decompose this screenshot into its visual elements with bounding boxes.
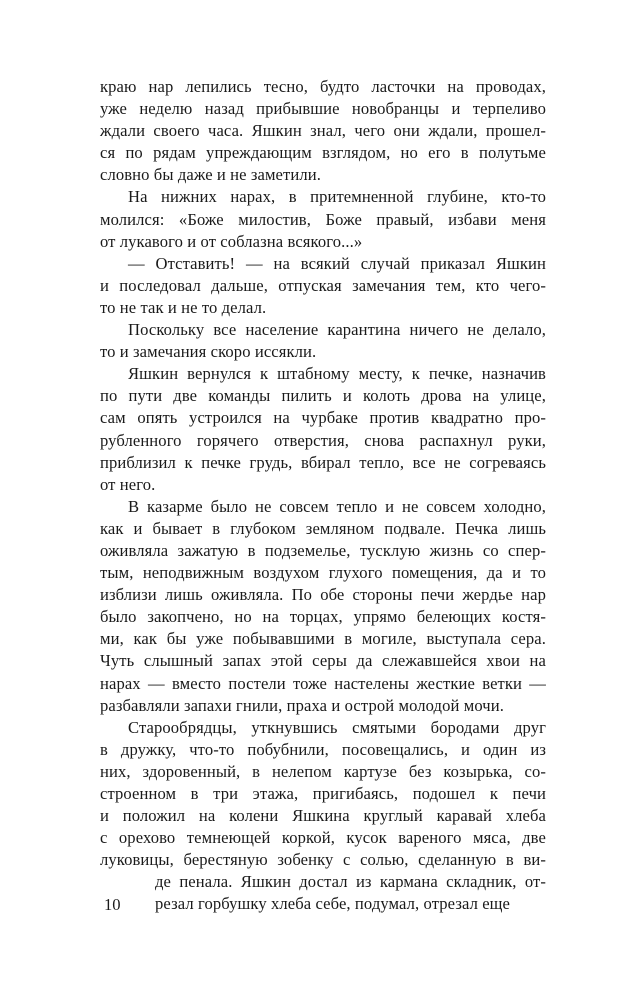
text-line: оживляла зажатую в подземелье, тусклую жизнь со спер- [100,540,546,560]
text-line: резал горбушку хлеба себе, подумал, отрезал еще [155,894,511,914]
paragraph [100,496,546,717]
text-line: по пути две команды пилить и колоть дрова на улице, [100,386,546,406]
text-line: в дружку, что-то побубнили, посовещались, и один из [100,739,546,759]
text-line: приблизил к печке грудь, вбирал тепло, все не согреваясь [100,452,546,472]
text-line: от него. [100,474,156,494]
text-line: В казарме было не совсем тепло и не совсем холодно, [128,496,546,516]
text-line: словно бы даже и не заметили. [100,165,321,185]
text-line: было закопчено, но на торцах, упрямо белеющих костя- [100,607,546,627]
paragraph [100,76,546,186]
text-line: строенном в три этажа, пригибаясь, подошел к печи [100,784,546,803]
text-line: ся по рядам упреждающим взглядом, но его в полутьме [100,143,546,163]
text-line: то и замечания скоро иссякли. [100,342,317,362]
text-line: На нижних нарах, в притемненной глубине, кто-то [128,187,546,207]
text-line: ми, как бы уже побывавшими в могиле, выступала сера. [100,629,546,649]
text-line: де пенала. Яшкин достал из кармана складник, от- [155,872,546,892]
text-line: нарах — вместо постели тоже настелены жесткие ветки — [100,673,546,693]
text-line: то не так и не то делал. [100,297,267,317]
text-line: изблизи лишь оживляла. По обе стороны печи жердье нар [100,585,546,605]
text-line: Поскольку все население карантина ничего не делало, [128,320,546,340]
text-line: и положил на колени Яшкина круглый каравай хлеба [100,806,546,826]
text-line: них, здоровенный, в нелепом картузе без козырька, со- [100,761,546,781]
text-line: молился: «Боже милостив, Боже правый, избави меня [100,209,546,229]
text-line: Чуть слышный запах этой серы да слежавшейся хвои на [100,651,546,671]
text-block [100,76,546,916]
paragraph [100,717,546,916]
paragraph [100,186,546,252]
page-number: 10 [104,894,121,914]
text-line: тым, неподвижным воздухом глухого помещения, да и то [100,563,546,583]
text-line: и последовал дальше, отпуская замечания тем, кто чего- [100,275,546,295]
text-line: краю нар лепились тесно, будто ласточки на проводах, [100,77,546,96]
text-line: ждали своего часа. Яшкин знал, чего они ждали, прошел- [100,121,546,141]
text-line: — Отставить! — на всякий случай приказал Яшкин [128,253,546,273]
text-line: как и бывает в глубоком земляном подвале. Печка лишь [100,518,546,538]
text-line: сам опять устроился на чурбаке против квадратно про- [100,408,546,428]
paragraph [100,363,546,496]
text-line: уже неделю назад прибывшие новобранцы и терпеливо [100,99,546,119]
text-line: луковицы, берестяную зобенку с солью, сделанную в ви- [100,850,546,870]
paragraph [100,319,546,363]
text-line: разбавляли запахи гнили, праха и острой молодой мочи. [100,695,504,715]
text-line: рубленного горячего отверстия, снова распахнул руки, [100,430,546,450]
paragraph [100,253,546,319]
text-line: от лукавого и от соблазна всякого...» [100,231,363,251]
text-line: с орехово темнеющей коркой, кусок вареного мяса, две [100,828,546,848]
text-line: Старообрядцы, уткнувшись смятыми бородами друг [128,717,546,737]
text-line: Яшкин вернулся к штабному месту, к печке, назначив [128,364,546,384]
